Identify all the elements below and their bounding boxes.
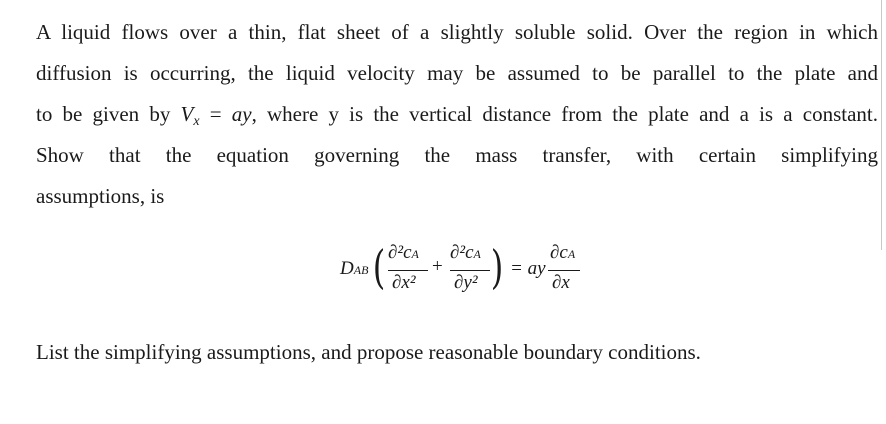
equals-ay: = ay: [510, 258, 546, 279]
problem-line-4: Show that the equation governing the mass transfer, with certain simplifying: [36, 143, 878, 167]
assumptions-question: List the simplifying assumptions, and propose reasonable boundary conditions.: [36, 340, 701, 364]
velocity-symbol: V: [180, 102, 194, 126]
left-parenthesis: (: [372, 240, 386, 294]
problem-statement: [36, 12, 878, 217]
plus-sign: +: [432, 256, 443, 277]
diffusivity-symbol: DAB: [340, 258, 369, 279]
velocity-equals: =: [199, 102, 232, 126]
denominator-3: ∂x: [552, 272, 570, 293]
numerator-2: ∂²cA: [450, 242, 481, 263]
velocity-intro: to be given by: [36, 102, 181, 126]
problem-line-3: [36, 94, 878, 135]
problem-line-5: assumptions, is: [36, 184, 165, 208]
problem-line-2: diffusion is occurring, the liquid velocity may be assumed to be parallel to the plate and: [36, 61, 878, 85]
velocity-subscript: x: [193, 114, 200, 129]
fraction-bar-3: [548, 270, 580, 271]
fraction-bar-2: [450, 270, 490, 271]
problem-line-1: A liquid flows over a thin, flat sheet of a slightly soluble solid. Over the region in which: [36, 20, 878, 44]
numerator-3: ∂cA: [550, 242, 576, 263]
velocity-explanation: , where y is the vertical distance from the plate and a is a constant.: [251, 102, 879, 126]
page-border-right: [881, 0, 882, 250]
denominator-2: ∂y²: [454, 272, 478, 293]
denominator-1: ∂x²: [392, 272, 416, 293]
numerator-1: ∂²cA: [388, 242, 419, 263]
fraction-bar-1: [388, 270, 428, 271]
velocity-expression: ay: [231, 102, 252, 126]
governing-equation: [340, 238, 600, 302]
right-parenthesis: ): [490, 240, 504, 294]
